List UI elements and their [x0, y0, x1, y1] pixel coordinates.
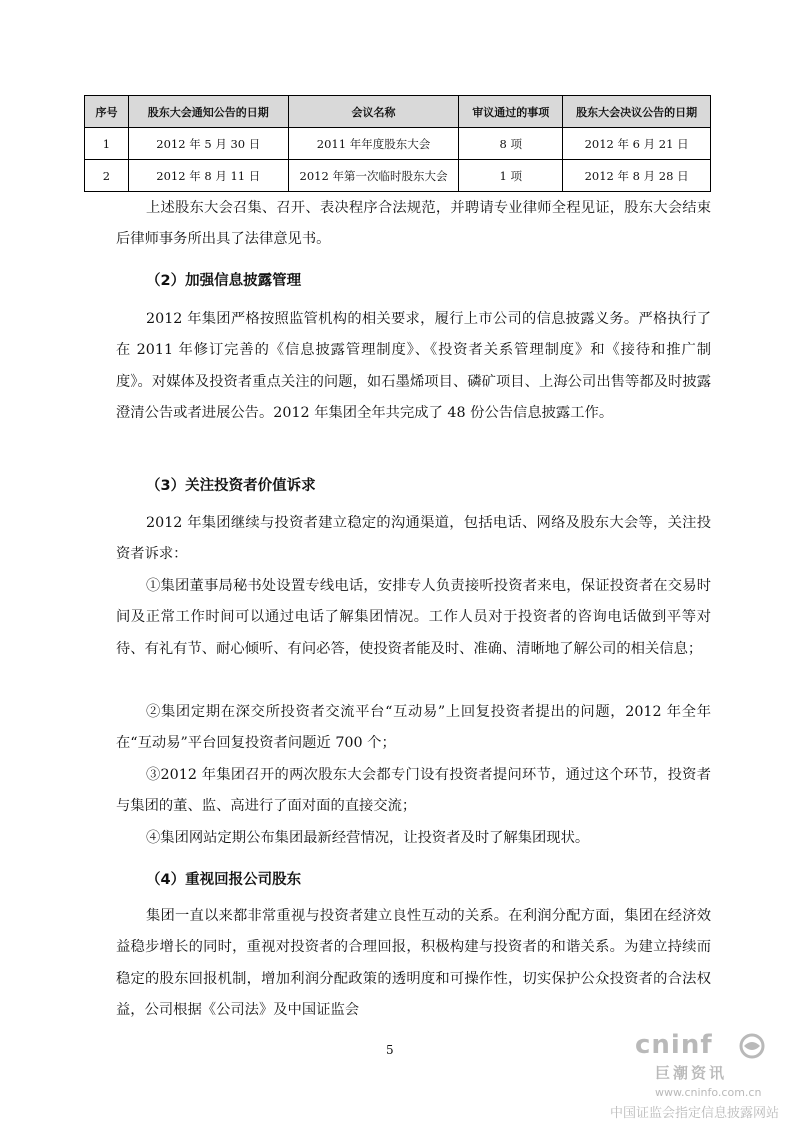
section4-heading: （4）重视回报公司股东: [146, 872, 302, 888]
section3-item-1: ①集团董事局秘书处设置专线电话，安排专人负责接听投资者来电，保证投资者在交易时间及正常工作时间可以通过电话了解集团情况。工作人员对于投资者的咨询电话做到平等对待、有礼有节、耐心倾听、有问必答，使投资者能及时、准确、清晰地了解公司的相关信息；: [116, 578, 711, 657]
table-cell: 1 项: [459, 160, 563, 192]
table-cell: 2: [85, 160, 129, 192]
section3-paragraph: 2012 年集团继续与投资者建立稳定的沟通渠道，包括电话、网络及股东大会等，关注投资者诉求：: [116, 515, 711, 563]
table-row: [85, 160, 711, 192]
header-cell-index: 序号: [85, 96, 129, 128]
table-cell: 8 项: [459, 128, 563, 160]
header-cell-meeting-name: 会议名称: [288, 96, 459, 128]
section2-heading: （2）加强信息披露管理: [146, 273, 302, 289]
section3-item-4: ④集团网站定期公布集团最新经营情况，让投资者及时了解集团现状。: [146, 830, 590, 846]
table-row: [85, 128, 711, 160]
intro-paragraph: 上述股东大会召集、召开、表决程序合法规范，并聘请专业律师全程见证，股东大会结束后律师事务所出具了法律意见书。: [116, 200, 711, 248]
watermark-cn-name: 巨潮资讯: [655, 1064, 728, 1082]
header-cell-notice-date: 股东大会通知公告的日期: [128, 96, 288, 128]
table-cell: 1: [85, 128, 129, 160]
section3-heading: （3）关注投资者价值诉求: [146, 478, 316, 494]
header-cell-resolution-date: 股东大会决议公告的日期: [563, 96, 711, 128]
table-cell: 2011 年年度股东大会: [288, 128, 459, 160]
section2-paragraph: 2012 年集团严格按照监管机构的相关要求，履行上市公司的信息披露义务。严格执行了在 2011 年修订完善的《信息披露管理制度》、《投资者关系管理制度》和《接待和推广制度》。对媒体及投资者重点关注的问题，如石墨烯项目、磷矿项目、上海公司出售等都及时披露澄清公告或者进展公告。2012 年集团全年共完成了 48 份公告信息披露工作。: [116, 311, 711, 422]
table-cell: 2012 年 5 月 30 日: [128, 128, 288, 160]
watermark-url: www.cninfo.com.cn: [655, 1086, 762, 1099]
shareholder-meetings-table: [84, 95, 711, 192]
table-cell: 2012 年 6 月 21 日: [563, 128, 711, 160]
section3-item-3: ③2012 年集团召开的两次股东大会都专门设有投资者提问环节，通过这个环节，投资者与集团的董、监、高进行了面对面的直接交流；: [116, 767, 711, 815]
table-cell: 2012 年 8 月 28 日: [563, 160, 711, 192]
header-cell-approved-items: 审议通过的事项: [459, 96, 563, 128]
cninfo-logo-icon: [738, 1033, 766, 1059]
watermark-logo-text: cninf: [635, 1030, 713, 1060]
table-cell: 2012 年第一次临时股东大会: [288, 160, 459, 192]
table-cell: 2012 年 8 月 11 日: [128, 160, 288, 192]
table-header-row: [85, 96, 711, 128]
section3-item-2: ②集团定期在深交所投资者交流平台“互动易”上回复投资者提出的问题，2012 年全年在“互动易”平台回复投资者问题近 700 个；: [116, 704, 711, 752]
page-number: 5: [386, 1043, 394, 1057]
section4-paragraph: 集团一直以来都非常重视与投资者建立良性互动的关系。在利润分配方面，集团在经济效益稳步增长的同时，重视对投资者的合理回报，积极构建与投资者的和谐关系。为建立持续而稳定的股东回报机制，增加利润分配政策的透明度和可操作性，切实保护公众投资者的合法权益，公司根据《公司法》及中国证监会: [116, 908, 711, 1019]
watermark-slogan: 中国证监会指定信息披露网站: [610, 1106, 780, 1121]
